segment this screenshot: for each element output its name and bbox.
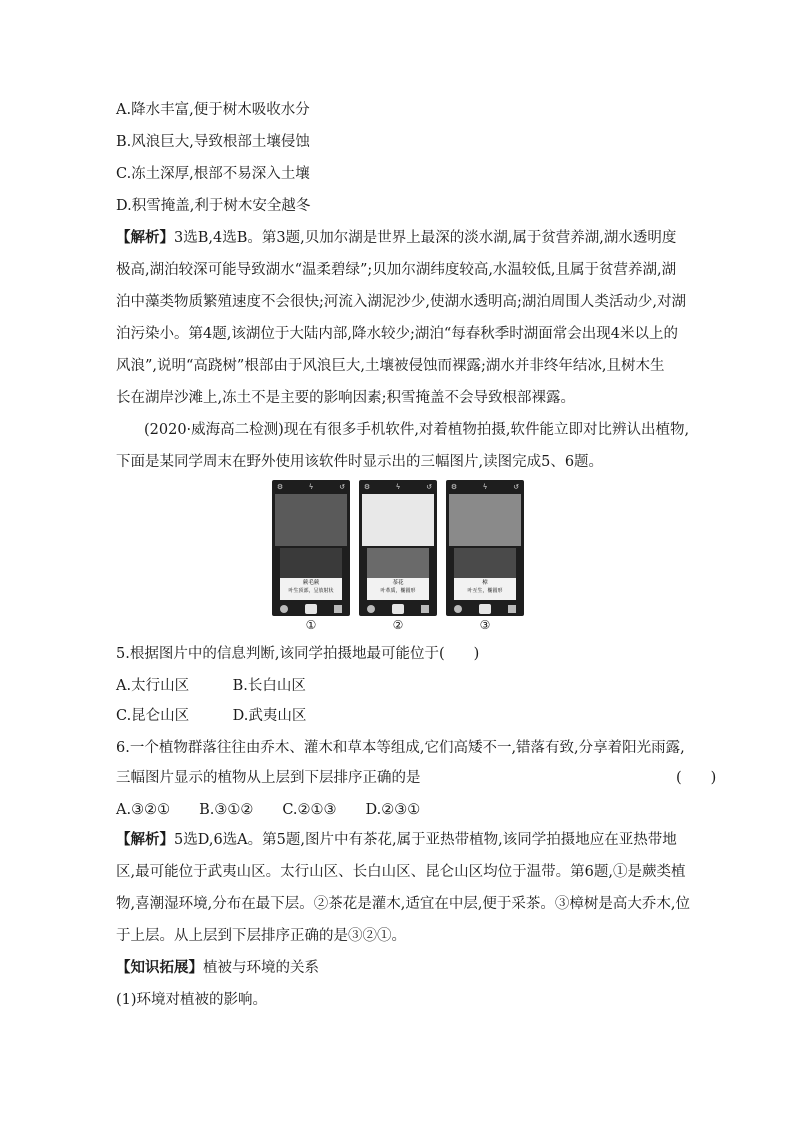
gallery-icon	[280, 605, 288, 613]
option-d: D.积雪掩盖,利于树木安全越冬	[116, 198, 311, 214]
q6-answer-paren: ( )	[676, 770, 717, 786]
phone-2	[359, 480, 437, 616]
result-card	[454, 548, 516, 600]
plant-name: 樟	[482, 580, 488, 586]
camera-icon	[479, 604, 491, 614]
analysis-tag: 【解析】	[116, 229, 174, 246]
analysis-line-4: 泊污染小。第4题,该湖位于大陆内部,降水较少;湖泊“每春秋季时湖面常会出现4米以上的	[116, 326, 678, 342]
result-thumbnail	[367, 548, 429, 578]
switch-icon: ↺	[426, 483, 432, 491]
option-a: A.降水丰富,便于树木吸收水分	[116, 102, 310, 118]
analysis2-line-1	[116, 830, 677, 850]
switch-icon: ↺	[513, 483, 519, 491]
analysis-text: 5选D,6选A。第5题,图片中有茶花,属于亚热带植物,该同学拍摄地应在亚热带地	[174, 832, 677, 848]
phone-3	[446, 480, 524, 616]
result-thumbnail	[454, 548, 516, 578]
camphor-tree-photo	[449, 494, 521, 546]
flash-icon: ϟ	[395, 483, 401, 491]
q5-options-row-1: A.太行山区 B.长白山区	[116, 678, 306, 694]
crop-icon	[421, 605, 429, 613]
q6-stem-1: 6.一个植物群落往往由乔木、灌木和草本等组成,它们高矮不一,错落有致,分享着阳光雨露,	[116, 740, 685, 756]
gallery-icon	[454, 605, 462, 613]
analysis2-line-4: 于上层。从上层到下层排序正确的是③②①。	[116, 928, 406, 944]
crop-icon	[334, 605, 342, 613]
camellia-photo	[362, 494, 434, 546]
result-thumbnail	[280, 548, 342, 578]
result-card	[367, 548, 429, 600]
flash-icon: ϟ	[482, 483, 488, 491]
analysis-tag: 【解析】	[116, 831, 174, 848]
flash-icon: ϟ	[308, 483, 314, 491]
analysis-line-2: 极高,湖泊较深可能导致湖水“温柔碧绿”;贝加尔湖纬度较高,水温较低,且属于贫营养湖,湖	[116, 262, 677, 278]
result-card	[280, 548, 342, 600]
phone-1	[272, 480, 350, 616]
switch-icon: ↺	[339, 483, 345, 491]
plant-desc: 叶革质，椭圆形	[380, 588, 416, 594]
analysis-line-1	[116, 228, 676, 248]
crop-icon	[508, 605, 516, 613]
plant-desc: 叶互生，椭圆形	[467, 588, 503, 594]
extension-heading	[116, 958, 319, 978]
q5-stem: 5.根据图片中的信息判断,该同学拍摄地最可能位于( )	[116, 646, 480, 662]
camera-icon	[305, 604, 317, 614]
figure-label-1: ①	[305, 618, 317, 632]
analysis-line-5: 风浪”,说明“高跷树”根部由于风浪巨大,土壤被侵蚀而裸露;湖水并非终年结冰,且树木生	[116, 358, 665, 374]
intro-line-1: (2020·威海高二检测)现在有很多手机软件,对着植物拍摄,软件能立即对比辨认出植物,	[144, 422, 690, 438]
analysis2-line-2: 区,最可能位于武夷山区。太行山区、长白山区、昆仑山区均位于温带。第6题,①是蕨类植	[116, 864, 686, 880]
plant-desc: 叶生顶部，呈放射状	[288, 588, 334, 594]
q6-options: A.③②① B.③①② C.②①③ D.②③①	[116, 802, 421, 818]
plant-name: 茶花	[392, 580, 404, 586]
q5-options-row-2: C.昆仑山区 D.武夷山区	[116, 708, 307, 724]
settings-icon: ⚙	[276, 483, 284, 491]
settings-icon: ⚙	[363, 483, 371, 491]
figure-label-2: ②	[392, 618, 404, 632]
analysis2-line-3: 物,喜潮湿环境,分布在最下层。②茶花是灌木,适宜在中层,便于采茶。③樟树是高大乔木,位	[116, 896, 691, 912]
phone-screenshots-figure	[272, 480, 524, 632]
plant-name: 蕨毛蕨	[302, 580, 320, 586]
extension-tag: 【知识拓展】	[116, 959, 203, 976]
extension-title: 植被与环境的关系	[203, 960, 319, 976]
figure-label-3: ③	[479, 618, 491, 632]
q6-stem-2: 三幅图片显示的植物从上层到下层排序正确的是	[116, 770, 421, 786]
camera-icon	[392, 604, 404, 614]
extension-item-1: (1)环境对植被的影响。	[116, 992, 268, 1008]
settings-icon: ⚙	[450, 483, 458, 491]
fern-photo	[275, 494, 347, 546]
analysis-line-3: 泊中藻类物质繁殖速度不会很快;河流入湖泥沙少,使湖水透明高;湖泊周围人类活动少,对湖	[116, 294, 686, 310]
gallery-icon	[367, 605, 375, 613]
option-c: C.冻土深厚,根部不易深入土壤	[116, 166, 310, 182]
analysis-line-6: 长在湖岸沙滩上,冻土不是主要的影响因素;积雪掩盖不会导致根部裸露。	[116, 390, 575, 406]
intro-line-2: 下面是某同学周末在野外使用该软件时显示出的三幅图片,读图完成5、6题。	[116, 454, 604, 470]
analysis-text: 3选B,4选B。第3题,贝加尔湖是世界上最深的淡水湖,属于贫营养湖,湖水透明度	[174, 230, 677, 246]
option-b: B.风浪巨大,导致根部土壤侵蚀	[116, 134, 310, 150]
